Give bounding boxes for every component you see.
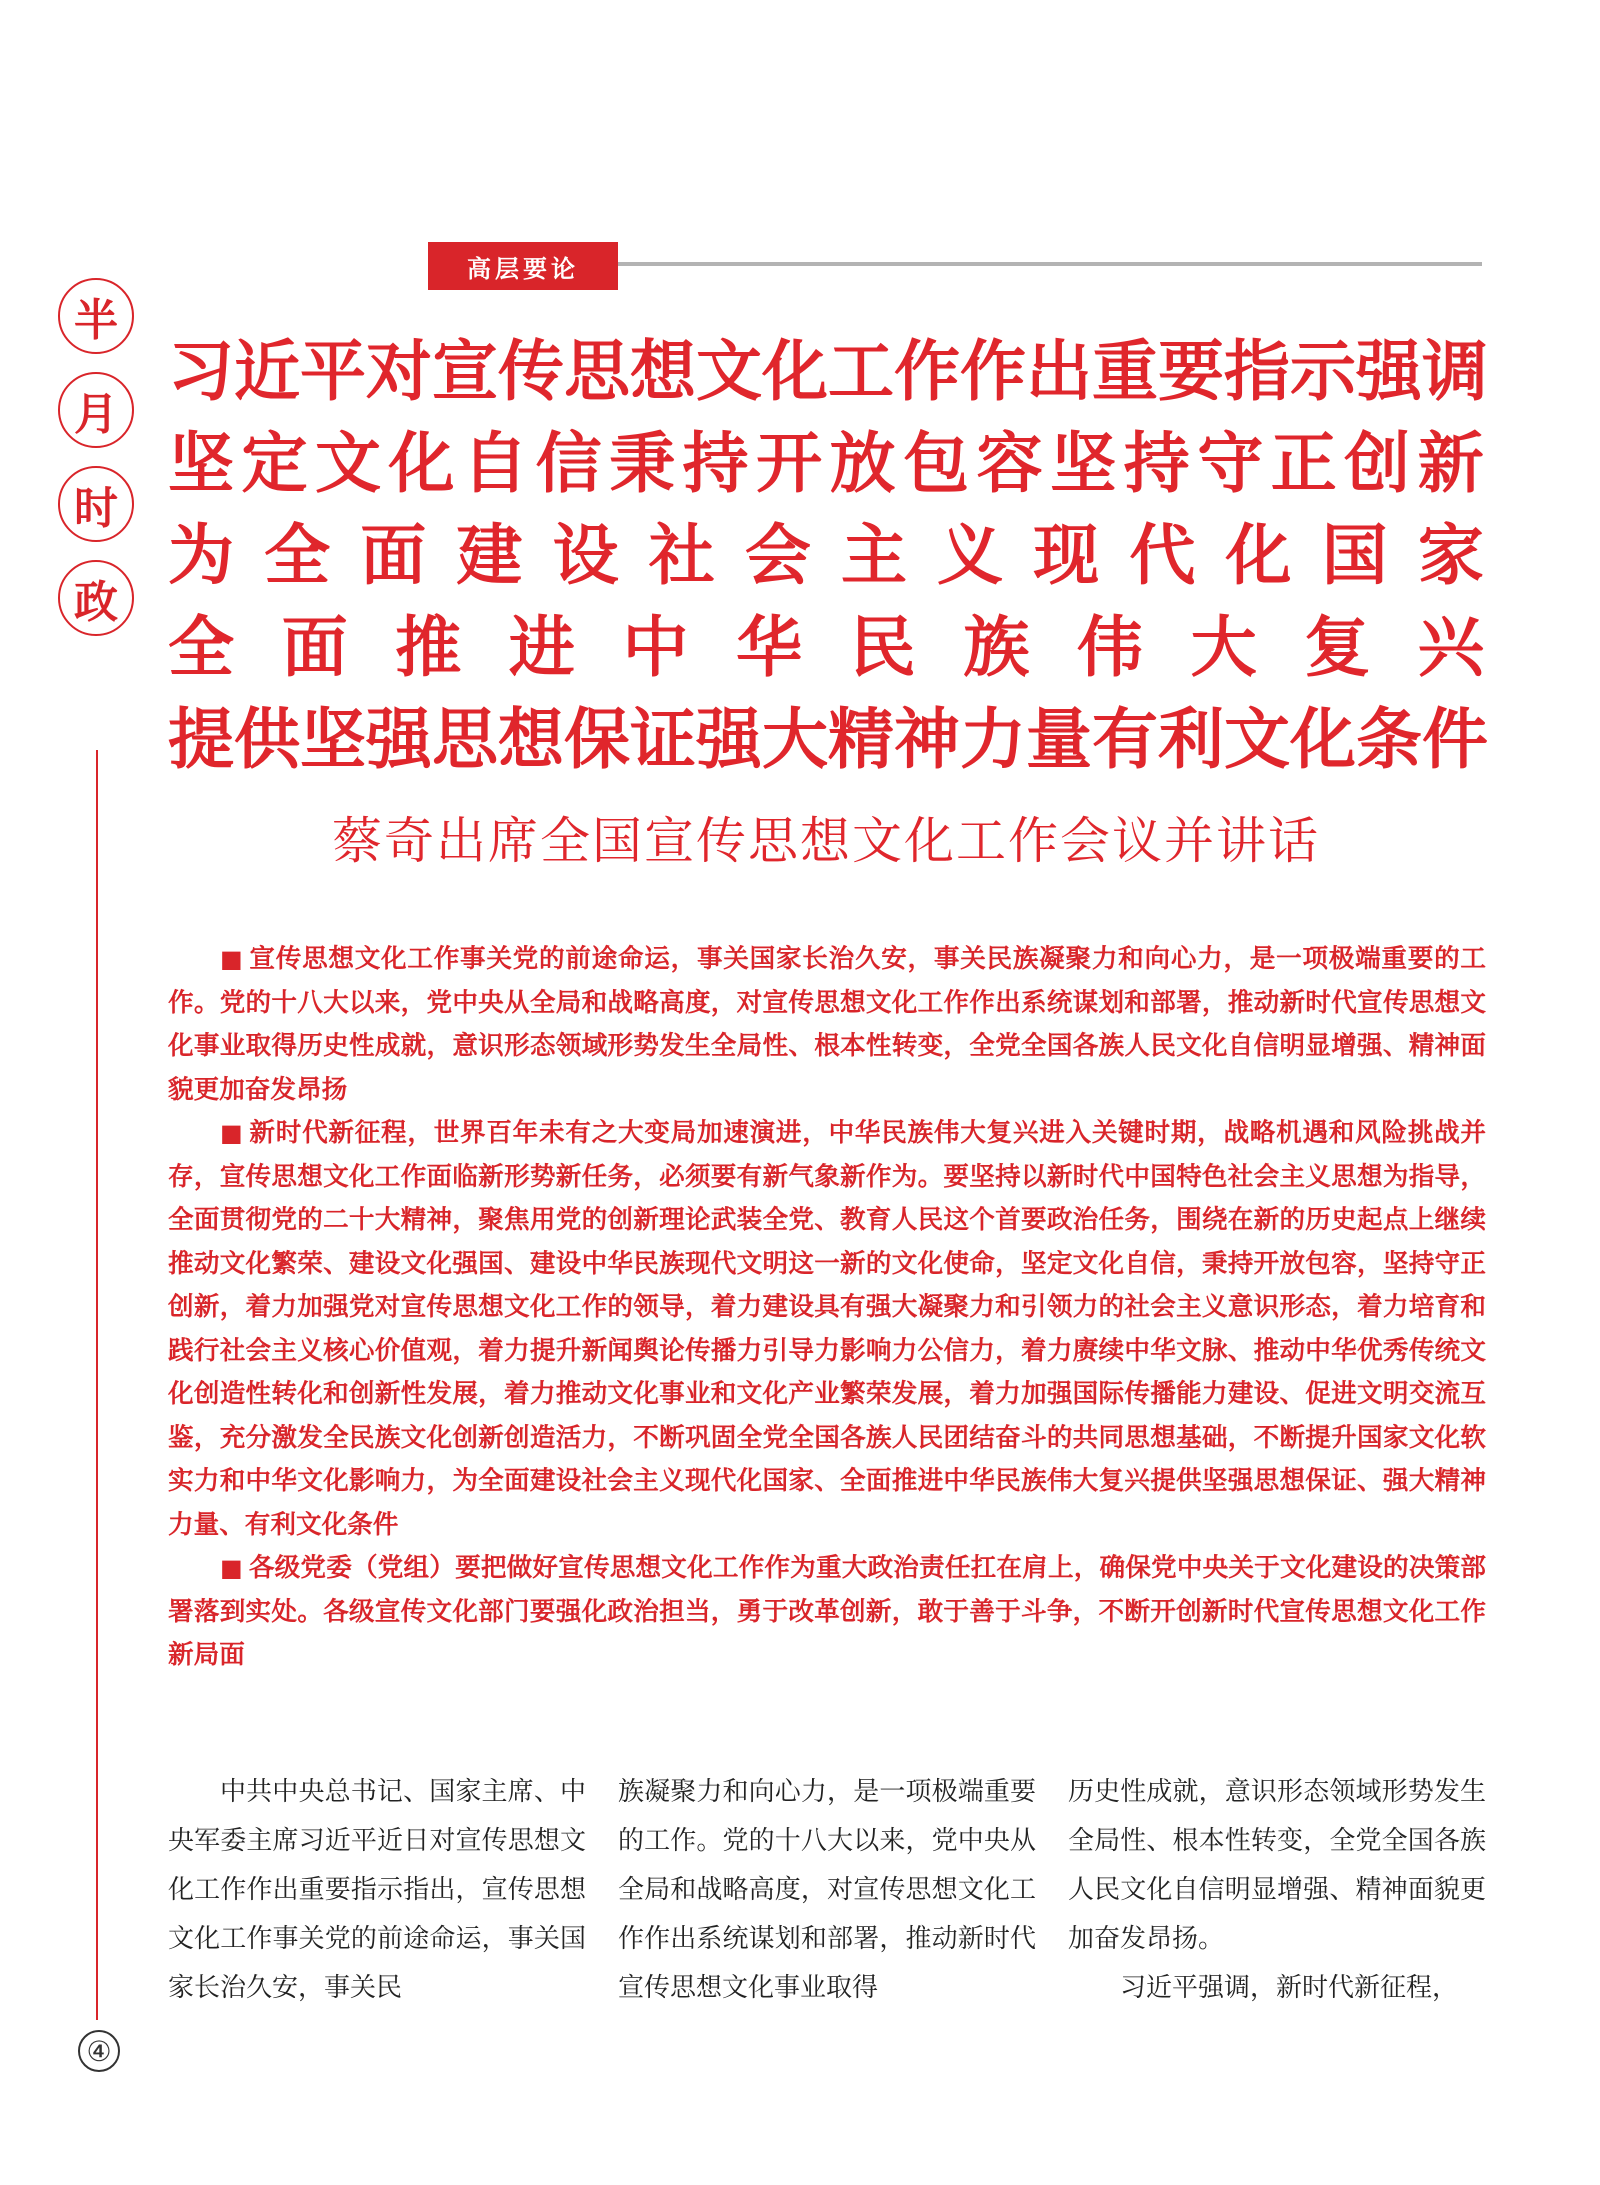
headline-line <box>168 694 1488 786</box>
headline-char: 强 <box>366 701 432 778</box>
headline-char: 强 <box>1356 333 1422 410</box>
headline-char: 进 <box>508 609 575 686</box>
headline-char: 思 <box>564 333 630 410</box>
side-label-char: 月 <box>58 372 134 448</box>
headline-char: 指 <box>1224 333 1290 410</box>
headline-char: 化 <box>1290 701 1356 778</box>
headline-char: 坚 <box>300 701 366 778</box>
headline-char: 示 <box>1290 333 1356 410</box>
headline-char: 放 <box>829 425 896 502</box>
headline-char: 思 <box>432 701 498 778</box>
body-paragraph: 中共中央总书记、国家主席、中央军委主席习近平近日对宣传思想文化工作作出重要指示指出，宣传思想文化工作事关党的前途命运，事关国家长治久安，事关民 <box>168 1777 586 2003</box>
headline-char: 坚 <box>1050 425 1117 502</box>
headline-char: 想 <box>630 333 696 410</box>
headline-char: 神 <box>894 701 960 778</box>
headline-char: 定 <box>241 425 308 502</box>
headline-char: 族 <box>963 609 1030 686</box>
headline-char: 文 <box>315 425 382 502</box>
headline-char: 利 <box>1158 701 1224 778</box>
headline-char: 出 <box>1026 333 1092 410</box>
headline-char: 近 <box>234 333 300 410</box>
headline-char: 信 <box>535 425 602 502</box>
headline-char: 建 <box>456 517 523 594</box>
headline-char: 义 <box>937 517 1004 594</box>
headline-line <box>168 602 1484 694</box>
headline-char: 主 <box>840 517 907 594</box>
headline-char: 兴 <box>1417 609 1484 686</box>
headline-char: 保 <box>564 701 630 778</box>
headline <box>168 326 1488 786</box>
side-label-char: 时 <box>58 466 134 542</box>
headline-char: 证 <box>630 701 696 778</box>
headline-char: 平 <box>300 333 366 410</box>
headline-char: 新 <box>1417 425 1484 502</box>
headline-char: 社 <box>648 517 715 594</box>
headline-char: 对 <box>366 333 432 410</box>
headline-char: 自 <box>462 425 529 502</box>
headline-char: 为 <box>168 517 234 594</box>
headline-char: 设 <box>552 517 619 594</box>
headline-char: 化 <box>388 425 455 502</box>
headline-char: 大 <box>762 701 828 778</box>
body-column-2 <box>618 1768 1036 2013</box>
headline-char: 全 <box>168 609 234 686</box>
headline-char: 面 <box>281 609 348 686</box>
headline-char: 文 <box>696 333 762 410</box>
square-bullet-icon: ■ <box>220 1554 243 1582</box>
headline-char: 供 <box>234 701 300 778</box>
body-paragraph: 习近平强调，新时代新征程， <box>1120 1973 1459 2003</box>
headline-char: 要 <box>1158 333 1224 410</box>
headline-char: 面 <box>360 517 427 594</box>
headline-char: 习 <box>168 333 234 410</box>
headline-char: 创 <box>1344 425 1411 502</box>
body-paragraph: 族凝聚力和向心力，是一项极端重要的工作。党的十八大以来，党中央从全局和战略高度，对宣传思想文化工作作出系统谋划和部署，推动新时代宣传思想文化事业取得 <box>618 1777 1036 2003</box>
headline-char: 化 <box>762 333 828 410</box>
square-bullet-icon: ■ <box>220 945 244 973</box>
headline-char: 力 <box>960 701 1026 778</box>
headline-char: 正 <box>1270 425 1337 502</box>
headline-char: 传 <box>498 333 564 410</box>
headline-char: 作 <box>960 333 1026 410</box>
headline-char: 工 <box>828 333 894 410</box>
headline-char: 宣 <box>432 333 498 410</box>
headline-char: 中 <box>622 609 689 686</box>
headline-char: 家 <box>1417 517 1484 594</box>
section-rule <box>618 262 1482 266</box>
headline-char: 华 <box>736 609 803 686</box>
summary-text: 宣传思想文化工作事关党的前途命运，事关国家长治久安，事关民族凝聚力和向心力，是一项极端重要的工作。党的十八大以来，党中央从全局和战略高度，对宣传思想文化工作作出系统谋划和部署，推动新时代宣传思想文化事业取得历史性成就，意识形态领域形势发生全局性、根本性转变，全党全国各族人民文化自信明显增强、精神面貌更加奋发昂扬 <box>168 944 1486 1105</box>
headline-char: 容 <box>976 425 1043 502</box>
headline-char: 有 <box>1092 701 1158 778</box>
column-side-label <box>58 278 138 654</box>
square-bullet-icon: ■ <box>220 1119 244 1147</box>
body-column-3 <box>1068 1768 1486 2013</box>
headline-line <box>168 418 1484 510</box>
section-tag: 高层要论 <box>428 242 618 290</box>
headline-char: 代 <box>1129 517 1196 594</box>
headline-char: 包 <box>903 425 970 502</box>
headline-char: 重 <box>1092 333 1158 410</box>
headline-char: 调 <box>1422 333 1488 410</box>
headline-line <box>168 326 1488 418</box>
headline-char: 国 <box>1321 517 1388 594</box>
summary-block <box>168 938 1486 1678</box>
headline-char: 开 <box>756 425 823 502</box>
headline-char: 秉 <box>609 425 676 502</box>
headline-char: 条 <box>1356 701 1422 778</box>
headline-char: 化 <box>1225 517 1292 594</box>
summary-text: 各级党委（党组）要把做好宣传思想文化工作作为重大政治责任扛在肩上，确保党中央关于文化建设的决策部署落到实处。各级宣传文化部门要强化政治担当，勇于改革创新，敢于善于斗争，不断开创新时代宣传思想文化工作新局面 <box>168 1553 1486 1670</box>
side-divider-line <box>96 750 98 2020</box>
headline-line <box>168 510 1484 602</box>
headline-char: 持 <box>1123 425 1190 502</box>
side-label-char: 政 <box>58 560 134 636</box>
headline-char: 伟 <box>1077 609 1143 686</box>
summary-paragraph <box>168 1547 1486 1678</box>
page-number: ④ <box>78 2030 120 2072</box>
headline-char: 文 <box>1224 701 1290 778</box>
headline-char: 坚 <box>168 425 234 502</box>
summary-paragraph <box>168 1112 1486 1547</box>
side-label-char: 半 <box>58 278 134 354</box>
article-body <box>168 1768 1486 2013</box>
headline-char: 作 <box>894 333 960 410</box>
headline-char: 强 <box>696 701 762 778</box>
body-column-1 <box>168 1768 586 2013</box>
headline-char: 大 <box>1190 609 1257 686</box>
headline-char: 现 <box>1033 517 1100 594</box>
headline-char: 提 <box>168 701 234 778</box>
headline-char: 守 <box>1197 425 1264 502</box>
headline-char: 民 <box>849 609 916 686</box>
headline-char: 持 <box>682 425 749 502</box>
headline-char: 全 <box>264 517 331 594</box>
headline-char: 精 <box>828 701 894 778</box>
body-paragraph: 历史性成就，意识形态领域形势发生全局性、根本性转变，全党全国各族人民文化自信明显增强、精神面貌更加奋发昂扬。 <box>1068 1777 1486 1954</box>
headline-char: 推 <box>395 609 462 686</box>
headline-char: 会 <box>744 517 811 594</box>
headline-char: 复 <box>1304 609 1371 686</box>
headline-char: 量 <box>1026 701 1092 778</box>
summary-text: 新时代新征程，世界百年未有之大变局加速演进，中华民族伟大复兴进入关键时期，战略机遇和风险挑战并存，宣传思想文化工作面临新形势新任务，必须要有新气象新作为。要坚持以新时代中国特色社会主义思想为指导，全面贯彻党的二十大精神，聚焦用党的创新理论武装全党、教育人民这个首要政治任务，围绕在新的历史起点上继续推动文化繁荣、建设文化强国、建设中华民族现代文明这一新的文化使命，坚定文化自信，秉持开放包容，坚持守正创新，着力加强党对宣传思想文化工作的领导，着力建设具有强大凝聚力和引领力的社会主义意识形态，着力培育和践行社会主义核心价值观，着力提升新闻舆论传播力引导力影响力公信力，着力赓续中华文脉、推动中华优秀传统文化创造性转化和创新性发展，着力推动文化事业和文化产业繁荣发展，着力加强国际传播能力建设、促进文明交流互鉴，充分激发全民族文化创新创造活力，不断巩固全党全国各族人民团结奋斗的共同思想基础，不断提升国家文化软实力和中华文化影响力，为全面建设社会主义现代化国家、全面推进中华民族伟大复兴提供坚强思想保证、强大精神力量、有利文化条件 <box>168 1118 1486 1540</box>
subheadline: 蔡奇出席全国宣传思想文化工作会议并讲话 <box>332 812 1320 870</box>
headline-char: 件 <box>1422 701 1488 778</box>
summary-paragraph <box>168 938 1486 1112</box>
headline-char: 想 <box>498 701 564 778</box>
